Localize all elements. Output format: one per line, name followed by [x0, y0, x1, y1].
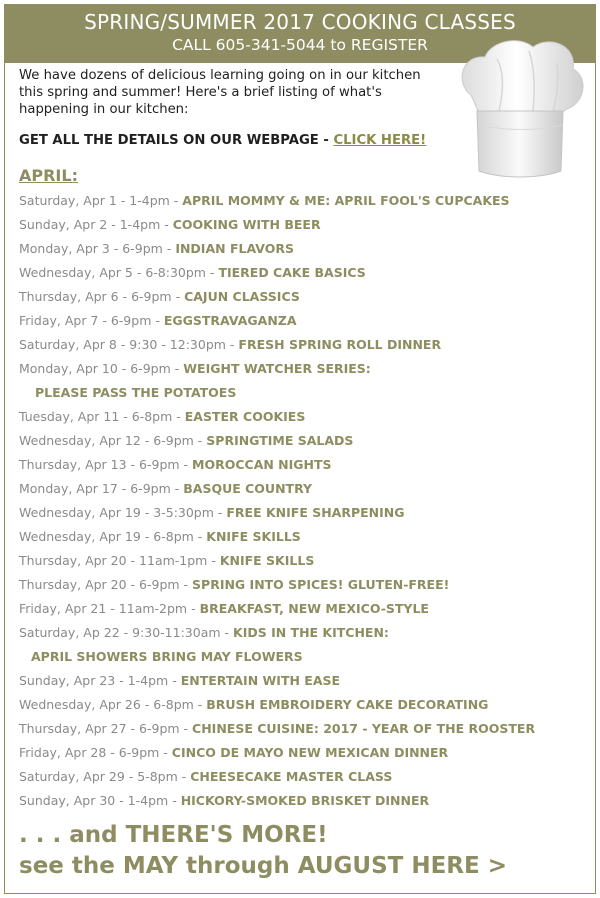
class-title: KNIFE SKILLS [219, 553, 315, 568]
class-item [19, 477, 589, 501]
class-datetime: Thursday, Apr 13 - 6-9pm [19, 457, 180, 472]
class-item [19, 549, 589, 573]
class-datetime: Wednesday, Apr 12 - 6-9pm [19, 433, 194, 448]
class-item [19, 765, 589, 789]
class-item [19, 669, 589, 693]
class-title: MOROCCAN NIGHTS [192, 457, 332, 472]
class-item [19, 429, 589, 453]
more-line-1: . . . and THERE'S MORE! [19, 822, 328, 848]
register-phone[interactable]: CALL 605-341-5044 to REGISTER [172, 36, 428, 54]
class-datetime: Monday, Apr 3 - 6-9pm [19, 241, 163, 256]
class-title: COOKING WITH BEER [172, 217, 321, 232]
class-datetime: Thursday, Apr 6 - 6-9pm [19, 289, 172, 304]
class-separator: - [159, 745, 172, 760]
class-separator: - [168, 793, 181, 808]
class-separator: - [162, 241, 176, 256]
class-item [19, 741, 589, 765]
class-separator: - [169, 193, 183, 208]
class-datetime: Friday, Apr 28 - 6-9pm [19, 745, 160, 760]
class-item [19, 693, 589, 717]
class-title: FREE KNIFE SHARPENING [226, 505, 405, 520]
class-separator: - [151, 313, 164, 328]
class-item [19, 285, 589, 309]
class-datetime: Saturday, Apr 29 - 5-8pm [19, 769, 178, 784]
class-separator: - [205, 265, 219, 280]
class-datetime: Monday, Apr 10 - 6-9pm [19, 361, 171, 376]
class-datetime: Friday, Apr 7 - 6-9pm [19, 313, 152, 328]
class-datetime: Thursday, Apr 27 - 6-9pm [19, 721, 180, 736]
class-separator: - [179, 721, 193, 736]
class-separator: - [179, 577, 193, 592]
class-title: EASTER COOKIES [184, 409, 306, 424]
class-datetime: Sunday, Apr 23 - 1-4pm [19, 673, 169, 688]
more-line-2[interactable]: see the MAY through AUGUST HERE > [19, 853, 507, 879]
class-datetime: Friday, Apr 21 - 11am-2pm [19, 601, 188, 616]
class-separator: - [177, 769, 191, 784]
class-title: CHEESECAKE MASTER CLASS [190, 769, 393, 784]
class-title: HICKORY-SMOKED BRISKET DINNER [180, 793, 430, 808]
class-item [19, 789, 589, 813]
class-item [19, 405, 589, 429]
class-title: CHINESE CUISINE: 2017 - YEAR OF THE ROOSTER [192, 721, 536, 736]
class-title-continued: APRIL SHOWERS BRING MAY FLOWERS [31, 649, 303, 664]
class-separator: - [225, 337, 239, 352]
class-separator: - [170, 361, 184, 376]
class-item [19, 573, 589, 597]
class-datetime: Wednesday, Apr 19 - 3-5:30pm [19, 505, 214, 520]
class-item [19, 501, 589, 525]
month-heading-april: APRIL: [19, 166, 78, 185]
class-separator: - [207, 553, 220, 568]
class-item [19, 357, 589, 381]
class-item [19, 213, 589, 237]
class-item [19, 309, 589, 333]
class-separator: - [160, 217, 173, 232]
class-separator: - [193, 529, 207, 544]
class-separator: - [179, 457, 193, 472]
chef-hat-icon [449, 33, 589, 183]
class-title: TIERED CAKE BASICS [218, 265, 366, 280]
class-datetime: Sunday, Apr 30 - 1-4pm [19, 793, 169, 808]
class-datetime: Wednesday, Apr 19 - 6-8pm [19, 529, 194, 544]
class-item [19, 717, 589, 741]
class-datetime: Wednesday, Apr 26 - 6-8pm [19, 697, 194, 712]
class-title: SPRINGTIME SALADS [206, 433, 354, 448]
class-item [19, 525, 589, 549]
class-item [19, 189, 589, 213]
class-title: INDIAN FLAVORS [175, 241, 294, 256]
class-separator: - [171, 289, 185, 304]
class-separator: - [187, 601, 200, 616]
intro-text: We have dozens of delicious learning going on in our kitchen this spring and summer! Here's a brief listing of what's happening in our kitchen: [19, 68, 421, 117]
class-datetime: Saturday, Apr 1 - 1-4pm [19, 193, 170, 208]
class-item [19, 597, 589, 621]
click-here-link[interactable]: CLICK HERE! [333, 133, 427, 148]
class-title: WEIGHT WATCHER SERIES: [183, 361, 371, 376]
class-title: BREAKFAST, NEW MEXICO-STYLE [199, 601, 429, 616]
details-prefix: GET ALL THE DETAILS ON OUR WEBPAGE - [19, 133, 334, 148]
class-separator: - [193, 433, 207, 448]
class-item [19, 237, 589, 261]
class-title: FRESH SPRING ROLL DINNER [238, 337, 442, 352]
class-title: CAJUN CLASSICS [184, 289, 300, 304]
class-separator: - [168, 673, 181, 688]
class-separator: - [213, 505, 227, 520]
class-datetime: Saturday, Apr 8 - 9:30 - 12:30pm [19, 337, 226, 352]
class-separator: - [193, 697, 207, 712]
class-datetime: Thursday, Apr 20 - 11am-1pm [19, 553, 208, 568]
class-item [19, 333, 589, 357]
class-title: APRIL MOMMY & ME: APRIL FOOL'S CUPCAKES [182, 193, 510, 208]
class-item [19, 261, 589, 285]
email-content [4, 4, 596, 894]
class-datetime: Wednesday, Apr 5 - 6-8:30pm [19, 265, 206, 280]
class-item [19, 453, 589, 477]
class-title: SPRING INTO SPICES! GLUTEN-FREE! [192, 577, 450, 592]
page-title: SPRING/SUMMER 2017 COOKING CLASSES [84, 10, 516, 34]
class-separator: - [172, 409, 185, 424]
class-item [19, 621, 589, 645]
class-title: EGGSTRAVAGANZA [163, 313, 297, 328]
class-datetime: Monday, Apr 17 - 6-9pm [19, 481, 171, 496]
class-title: CINCO DE MAYO NEW MEXICAN DINNER [171, 745, 449, 760]
class-datetime: Tuesday, Apr 11 - 6-8pm [19, 409, 173, 424]
class-title: ENTERTAIN WITH EASE [180, 673, 341, 688]
class-separator: - [220, 625, 234, 640]
more-classes-link[interactable] [19, 820, 507, 882]
class-title: BASQUE COUNTRY [183, 481, 313, 496]
class-title: BRUSH EMBROIDERY CAKE DECORATING [206, 697, 489, 712]
class-title: KIDS IN THE KITCHEN: [233, 625, 389, 640]
details-line [19, 133, 426, 148]
class-datetime: Sunday, Apr 2 - 1-4pm [19, 217, 161, 232]
class-separator: - [170, 481, 184, 496]
class-schedule-list [19, 189, 589, 813]
class-datetime: Thursday, Apr 20 - 6-9pm [19, 577, 180, 592]
class-title: KNIFE SKILLS [206, 529, 301, 544]
class-title-continued: PLEASE PASS THE POTATOES [35, 385, 237, 400]
class-datetime: Saturday, Ap 22 - 9:30-11:30am [19, 625, 221, 640]
